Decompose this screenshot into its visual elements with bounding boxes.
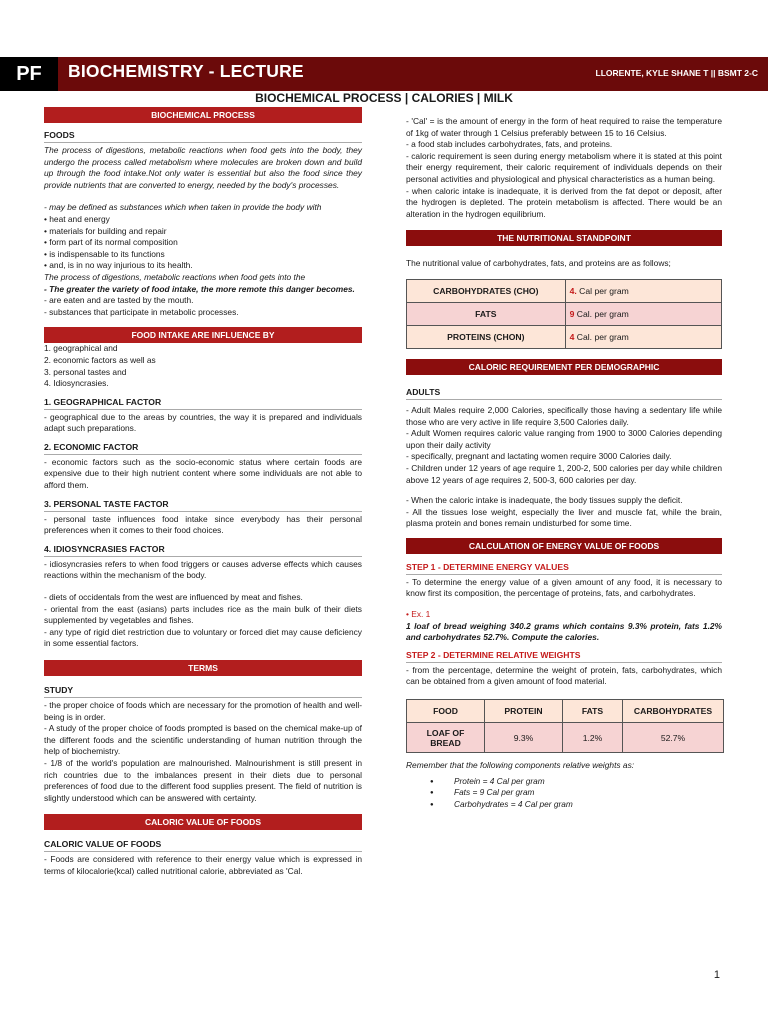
student-name: LLORENTE, KYLE SHANE T || BSMT 2-C	[595, 68, 758, 78]
influence-1: 1. geographical and	[44, 343, 118, 354]
personal-taste-text: - personal taste influences food intake since everybody has their personal preferences when it comes to their food choices.	[44, 513, 362, 536]
left-column	[44, 107, 362, 878]
remember-text: Remember that the following components relative weights as:	[406, 760, 635, 771]
pregnant-text: - specifically, pregnant and lactating women require 3000 Calories daily.	[406, 451, 672, 462]
section-bar-food-intake: FOOD INTAKE ARE INFLUENCE BY	[44, 327, 362, 343]
table-row	[407, 325, 722, 348]
inadequate-text: - When the caloric intake is inadequate, the body tissues supply the deficit.	[406, 495, 683, 506]
foods-list-1: • heat and energy	[44, 213, 110, 224]
influence-4: 4. Idiosyncrasies.	[44, 378, 109, 389]
children-text: - Children under 12 years of age require 1, 200-2, 500 calories per day while children above 12 years of age requires 2, 500-3, 600 calories per day.	[406, 462, 722, 485]
step-2-text: - from the percentage, determine the weight of protein, fats, carbohydrates, which can be obtained from a given amount of food material.	[406, 664, 722, 687]
nutrient-name: CARBOHYDRATES (CHO)	[407, 279, 566, 302]
list-item: ● Fats = 9 Cal per gram	[406, 787, 722, 799]
food-stab-text: - a food stab includes carbohydrates, fats, and proteins.	[406, 139, 613, 150]
list-item: ● Carbohydrates = 4 Cal per gram	[406, 799, 722, 811]
foods-heading: FOODS	[44, 130, 362, 143]
section-bar-demographic: CALORIC REQUIREMENT PER DEMOGRAPHIC	[406, 359, 722, 375]
section-bar-calculation: CALCULATION OF ENERGY VALUE OF FOODS	[406, 538, 722, 554]
adults-heading: ADULTS	[406, 387, 722, 400]
section-bar-biochemical: BIOCHEMICAL PROCESS	[44, 107, 362, 123]
foods-definition: - may be defined as substances which when taken in provide the body with	[44, 202, 322, 213]
nutrient-value: 4. Cal per gram	[565, 279, 721, 302]
header-protein: PROTEIN	[485, 700, 563, 723]
geographical-heading: 1. GEOGRAPHICAL FACTOR	[44, 397, 362, 410]
fats-cell: 1.2%	[563, 723, 623, 753]
step-1-text: - To determine the energy value of a given amount of any food, it is necessary to know first its composition, the percentage of proteins, fats, and carbohydrates.	[406, 576, 722, 599]
cal-definition: - 'Cal' = is the amount of energy in the form of heat required to raise the temperature of 1kg of water through 1 Celsius preferably between 15 to 16 Celsius.	[406, 116, 722, 138]
page-number: 1	[713, 969, 720, 981]
header-fats: FATS	[563, 700, 623, 723]
foods-list-2: • materials for building and repair	[44, 225, 167, 236]
nutritional-intro: The nutritional value of carbohydrates, fats, and proteins are as follows;	[406, 258, 671, 269]
right-column	[406, 116, 722, 810]
step-2-heading: STEP 2 - DETERMINE RELATIVE WEIGHTS	[406, 650, 722, 663]
foods-intro: The process of digestions, metabolic reactions when food gets into the body, they undergo the process called metabolism where molecules are broken down and build up through the food intake.Not only water is essential but also the food since they provide nutrients that are converted to energy, needed by the body's processes.	[44, 145, 362, 190]
economic-text: - economic factors such as the socio-economic status where certain foods are expensive due to their high nutrient content where some individuals are not able to afford them.	[44, 456, 362, 491]
table-row	[407, 723, 724, 753]
header-bar	[0, 57, 768, 91]
table-header-row	[407, 700, 724, 723]
adult-males-text: - Adult Males require 2,000 Calories, specifically those having a sedentary life while those who are very active in life require 3,500 Calories daily.	[406, 404, 722, 427]
section-bar-caloric-value: CALORIC VALUE OF FOODS	[44, 814, 362, 830]
personal-taste-heading: 3. PERSONAL TASTE FACTOR	[44, 499, 362, 512]
occidental-text: - diets of occidentals from the west are influenced by meat and fishes.	[44, 592, 303, 603]
nutritional-table	[406, 279, 722, 349]
caloric-requirement-text: - caloric requirement is seen during energy metabolism where it is stated at this point their energy requirement, their caloric requirement of individuals depends on their personal activities and physiological and physical characteristics as a human being.	[406, 150, 722, 184]
foods-variety: - The greater the variety of food intake, the more remote this danger becomes.	[44, 283, 355, 294]
foods-substances: - substances that participate in metabolic processes.	[44, 306, 239, 317]
example-text: 1 loaf of bread weighing 340.2 grams which contains 9.3% protein, fats 1.2% and carbohydrates 52.7%. Compute the calories.	[406, 620, 722, 643]
adult-women-text: - Adult Women requires caloric value ranging from 1900 to 3000 Calories depending upon their daily activity	[406, 428, 722, 450]
table-row	[407, 279, 722, 302]
example-label: • Ex. 1	[406, 609, 431, 620]
foods-list-4: • is indispensable to its functions	[44, 248, 165, 259]
influence-3: 3. personal tastes and	[44, 366, 127, 377]
influence-2: 2. economic factors as well as	[44, 354, 156, 365]
nutrient-value: 4 Cal. per gram	[565, 325, 721, 348]
weights-list	[406, 776, 722, 811]
oriental-text: - oriental from the east (asians) parts includes rice as the main bulk of their diets supplemented by vegetables and fishes.	[44, 603, 362, 626]
idiosyncrasies-heading: 4. IDIOSYNCRASIES FACTOR	[44, 544, 362, 557]
study-text-3: - 1/8 of the world's population are malnourished. Malnourishment is still present in rich countries due to the imbalances present in their diets due to personal preferences of food due to the different food supplies present. The field of nutrition is slightly understood which can be answered with certainty.	[44, 757, 362, 803]
protein-cell: 9.3%	[485, 723, 563, 753]
nutrient-name: PROTEINS (CHON)	[407, 325, 566, 348]
lecture-title: BIOCHEMISTRY - LECTURE	[68, 61, 304, 81]
rigid-diet-text: - any type of rigid diet restriction due to voluntary or forced diet may cause deficiency in some essential factors.	[44, 626, 362, 649]
section-bar-terms: TERMS	[44, 660, 362, 676]
idiosyncrasies-text: - idiosyncrasies refers to when food triggers or causes adverse effects which causes reactions within the mechanism of the body.	[44, 558, 362, 581]
header-food: FOOD	[407, 700, 485, 723]
study-text-1: - the proper choice of foods which are necessary for the promotion of health and well-being is in order.	[44, 700, 362, 722]
food-cell: LOAF OF BREAD	[407, 723, 485, 753]
food-table	[406, 699, 724, 753]
section-bar-nutritional: THE NUTRITIONAL STANDPOINT	[406, 230, 722, 246]
geographical-text: - geographical due to the areas by countries, the way it is prepared and individuals adapt such preparations.	[44, 411, 362, 434]
caloric-value-heading: CALORIC VALUE OF FOODS	[44, 839, 362, 852]
header-carbohydrates: CARBOHYDRATES	[623, 700, 724, 723]
table-row	[407, 302, 722, 325]
caloric-value-text: - Foods are considered with reference to their energy value which is expressed in terms of kilocalorie(kcal) called nutritional calorie, abbreviated as 'Cal.	[44, 854, 362, 876]
page-subtitle: BIOCHEMICAL PROCESS | CALORIES | MILK	[255, 91, 513, 105]
list-item: ● Protein = 4 Cal per gram	[406, 776, 722, 788]
foods-list-3: • form part of its normal composition	[44, 237, 178, 248]
study-text-2: - A study of the proper choice of foods prompted is based on the chemical make-up of the different foods and the scientific understanding of human nutrition through the help of biochemistry.	[44, 723, 362, 757]
caloric-intake-text: - when caloric intake is inadequate, it is derived from the fat depot or deposit, after the hydrogen is depleted. The protein metabolism is affected. There would be an alteration in the hydrogen equilibrium.	[406, 185, 722, 219]
step-1-heading: STEP 1 - DETERMINE ENERGY VALUES	[406, 562, 722, 575]
foods-eaten: - are eaten and are tasted by the mouth.	[44, 295, 194, 306]
tissues-text: - All the tissues lose weight, especially the liver and muscle fat, while the brain, plasma protein and bones remain undisturbed for some time.	[406, 506, 722, 529]
economic-heading: 2. ECONOMIC FACTOR	[44, 442, 362, 455]
foods-process: The process of digestions, metabolic reactions when food gets into the	[44, 271, 306, 282]
foods-list-5: • and, is in no way injurious to its health.	[44, 260, 193, 271]
study-heading: STUDY	[44, 685, 362, 698]
carbohydrates-cell: 52.7%	[623, 723, 724, 753]
nutrient-value: 9 Cal. per gram	[565, 302, 721, 325]
logo: PF	[0, 57, 58, 91]
nutrient-name: FATS	[407, 302, 566, 325]
